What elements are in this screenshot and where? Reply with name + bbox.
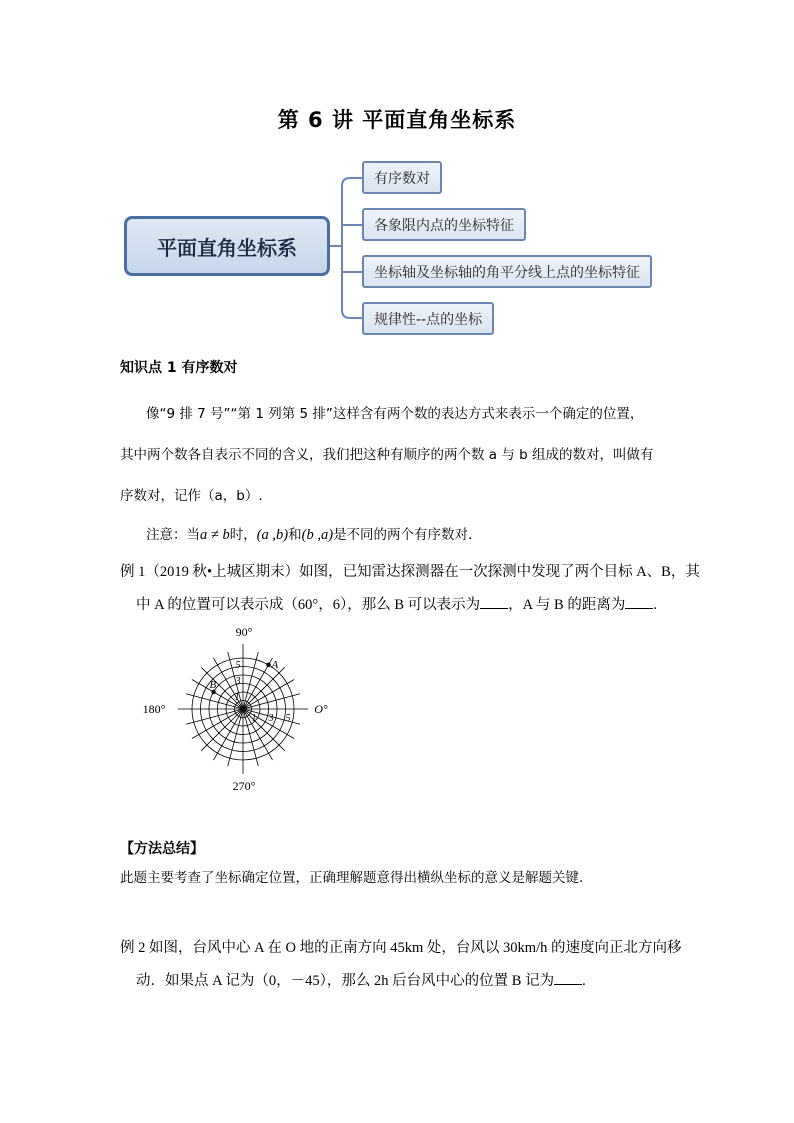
label-270: 270° bbox=[232, 779, 256, 793]
mindmap-branch-ordered-pair: 有序数对 bbox=[362, 161, 442, 194]
axis-number-3: 3 bbox=[268, 713, 274, 724]
answer-blank bbox=[625, 596, 653, 609]
note-pair: (b ,a) bbox=[301, 527, 334, 543]
ring-number-3: 3 bbox=[235, 676, 241, 687]
mindmap-root: 平面直角坐标系 bbox=[124, 216, 330, 276]
label-0: O° bbox=[314, 702, 328, 716]
mindmap-branch-quadrant: 各象限内点的坐标特征 bbox=[362, 208, 526, 241]
point-a-marker bbox=[266, 663, 270, 667]
mindmap-branch-pattern: 规律性--点的坐标 bbox=[362, 302, 494, 335]
page-title: 第 6 讲 平面直角坐标系 bbox=[277, 108, 517, 132]
ring-number-5: 5 bbox=[235, 660, 241, 671]
note-suffix: 是不同的两个有序数对. bbox=[333, 527, 473, 543]
axis-number-1: 1 bbox=[251, 713, 257, 724]
ring-number-1: 1 bbox=[234, 692, 240, 703]
example-text: ，A 与 B 的距离为 bbox=[508, 597, 626, 613]
note-condition: a ≠ b bbox=[200, 527, 230, 543]
radar-spoke bbox=[228, 709, 243, 766]
paragraph-line: 像“9 排 7 号”“第 1 列第 5 排”这样含有两个数的表达方式来表示一个确定的位置， bbox=[146, 406, 644, 422]
answer-blank bbox=[480, 596, 508, 609]
example-line bbox=[136, 593, 657, 614]
point-a-label: A bbox=[271, 658, 279, 671]
mindmap-branch-axis: 坐标轴及坐标轴的角平分线上点的坐标特征 bbox=[362, 255, 652, 288]
example-line: 例 1（2019 秋•上城区期末）如图，已知雷达探测器在一次探测中发现了两个目标 A、B，其 bbox=[120, 564, 700, 580]
note-prefix: 注意：当 bbox=[146, 527, 200, 543]
point-b-label: B bbox=[209, 679, 217, 691]
example-text: . bbox=[653, 597, 657, 613]
note-line bbox=[146, 523, 472, 544]
example-line: 例 2 如图，台风中心 A 在 O 地的正南方向 45km 处，台风以 30km/h 的速度向正北方向移 bbox=[120, 940, 682, 956]
example-line bbox=[136, 969, 586, 990]
radar-spoke bbox=[243, 694, 300, 709]
radar-spoke bbox=[243, 652, 258, 709]
label-90: 90° bbox=[235, 625, 253, 639]
example-text: 中 A 的位置可以表示成（60°，6），那么 B 可以表示为 bbox=[136, 597, 481, 613]
note-mid: 时， bbox=[229, 527, 257, 543]
radar-figure bbox=[130, 620, 350, 800]
section-heading: 知识点 1 有序数对 bbox=[120, 360, 238, 376]
note-mid: 和 bbox=[288, 527, 302, 543]
note-pair: (a ,b) bbox=[256, 527, 289, 543]
radar-spoke bbox=[186, 709, 243, 724]
method-heading: 【方法总结】 bbox=[120, 841, 204, 857]
example-text: . bbox=[582, 973, 586, 989]
answer-blank bbox=[554, 972, 582, 985]
paragraph-line: 序数对，记作（a，b）. bbox=[120, 488, 263, 504]
paragraph-line: 其中两个数各自表示不同的含义，我们把这种有顺序的两个数 a 与 b 组成的数对，叫做有 bbox=[120, 447, 654, 463]
method-text: 此题主要考查了坐标确定位置，正确理解题意得出横纵坐标的意义是解题关键. bbox=[120, 870, 584, 886]
axis-number-5: 5 bbox=[285, 713, 291, 724]
radar-grid bbox=[178, 644, 308, 774]
label-180: 180° bbox=[142, 702, 166, 716]
example-text: 动．如果点 A 记为（0，－45），那么 2h 后台风中心的位置 B 记为 bbox=[136, 973, 555, 989]
